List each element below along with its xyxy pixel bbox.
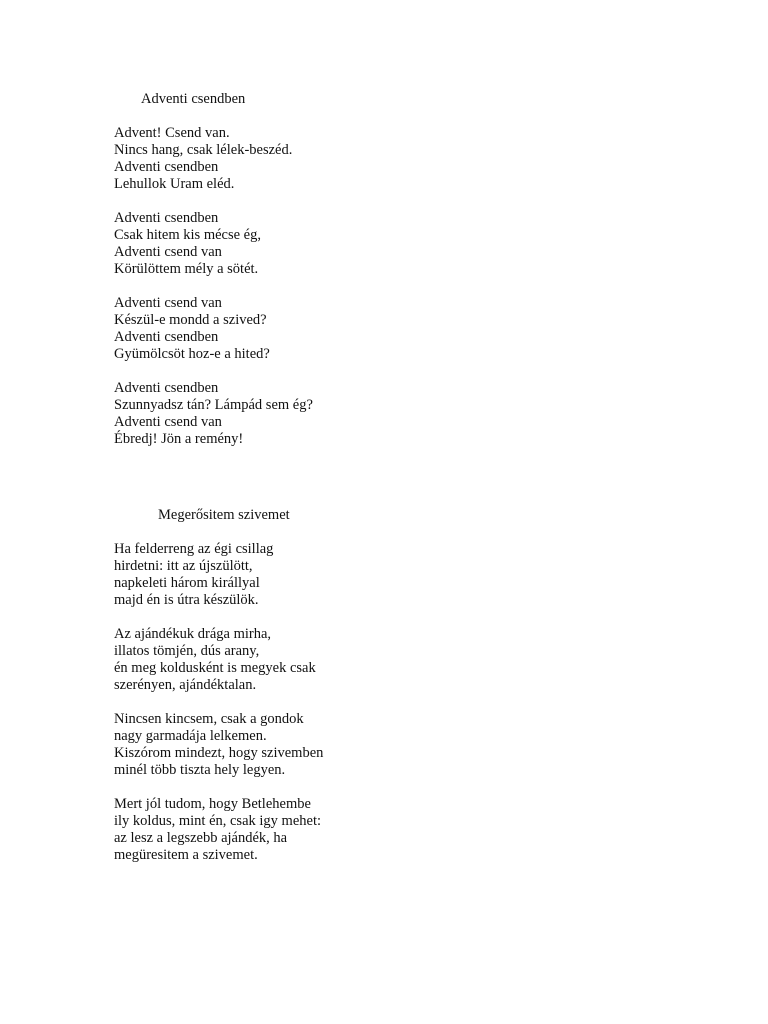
poem-line: nagy garmadája lelkemen. (114, 728, 267, 744)
poem-line: Advent! Csend van. (114, 125, 230, 141)
poem-line: Az ajándékuk drága mirha, (114, 626, 272, 642)
poem-line: megüresitem a szivemet. (114, 847, 258, 863)
poem-line: Adventi csendben (114, 210, 219, 226)
poem-line: Adventi csendben (114, 329, 219, 345)
poem-line: az lesz a legszebb ajándék, ha (114, 830, 288, 846)
stanza (114, 210, 534, 278)
poem-line: Ha felderreng az égi csillag (114, 541, 274, 557)
poem-line: Szunnyadsz tán? Lámpád sem ég? (114, 397, 313, 413)
poem-line: napkeleti három királlyal (114, 575, 260, 591)
poem-line: Adventi csendben (114, 380, 219, 396)
poem-adventi-csendben (114, 91, 534, 448)
poem-line: Mert jól tudom, hogy Betlehembe (114, 796, 311, 812)
poem-line: Csak hitem kis mécse ég, (114, 227, 261, 243)
stanza (114, 541, 534, 609)
poem-title: Adventi csendben (141, 91, 246, 107)
poem-line: Adventi csend van (114, 244, 222, 260)
stanza (114, 626, 534, 694)
poem-line: Ébredj! Jön a remény! (114, 431, 244, 447)
poem-line: majd én is útra készülök. (114, 592, 259, 608)
poem-line: szerényen, ajándéktalan. (114, 677, 257, 693)
poem-line: Kiszórom mindezt, hogy szivemben (114, 745, 324, 761)
poem-line: Körülöttem mély a sötét. (114, 261, 259, 277)
poem-line: Adventi csend van (114, 295, 222, 311)
stanza (114, 295, 534, 363)
stanza (114, 796, 534, 864)
poem-line: Nincs hang, csak lélek-beszéd. (114, 142, 293, 158)
poem-line: Lehullok Uram eléd. (114, 176, 235, 192)
poem-line: ily koldus, mint én, csak igy mehet: (114, 813, 322, 829)
stanza (114, 125, 534, 193)
poem-title: Megerősitem szivemet (158, 507, 290, 523)
poem-line: Gyümölcsöt hoz-e a hited? (114, 346, 270, 362)
poem-line: Adventi csend van (114, 414, 222, 430)
poem-megerositem-szivemet (114, 507, 534, 864)
poem-line: illatos tömjén, dús arany, (114, 643, 260, 659)
poem-line: Nincsen kincsem, csak a gondok (114, 711, 304, 727)
stanza (114, 711, 534, 779)
poem-line: Adventi csendben (114, 159, 219, 175)
poem-line: hirdetni: itt az újszülött, (114, 558, 253, 574)
poem-line: én meg koldusként is megyek csak (114, 660, 316, 676)
poem-line: minél több tiszta hely legyen. (114, 762, 286, 778)
stanza-list (114, 125, 534, 448)
stanza (114, 380, 534, 448)
poem-line: Készül-e mondd a szived? (114, 312, 267, 328)
stanza-list (114, 541, 534, 864)
